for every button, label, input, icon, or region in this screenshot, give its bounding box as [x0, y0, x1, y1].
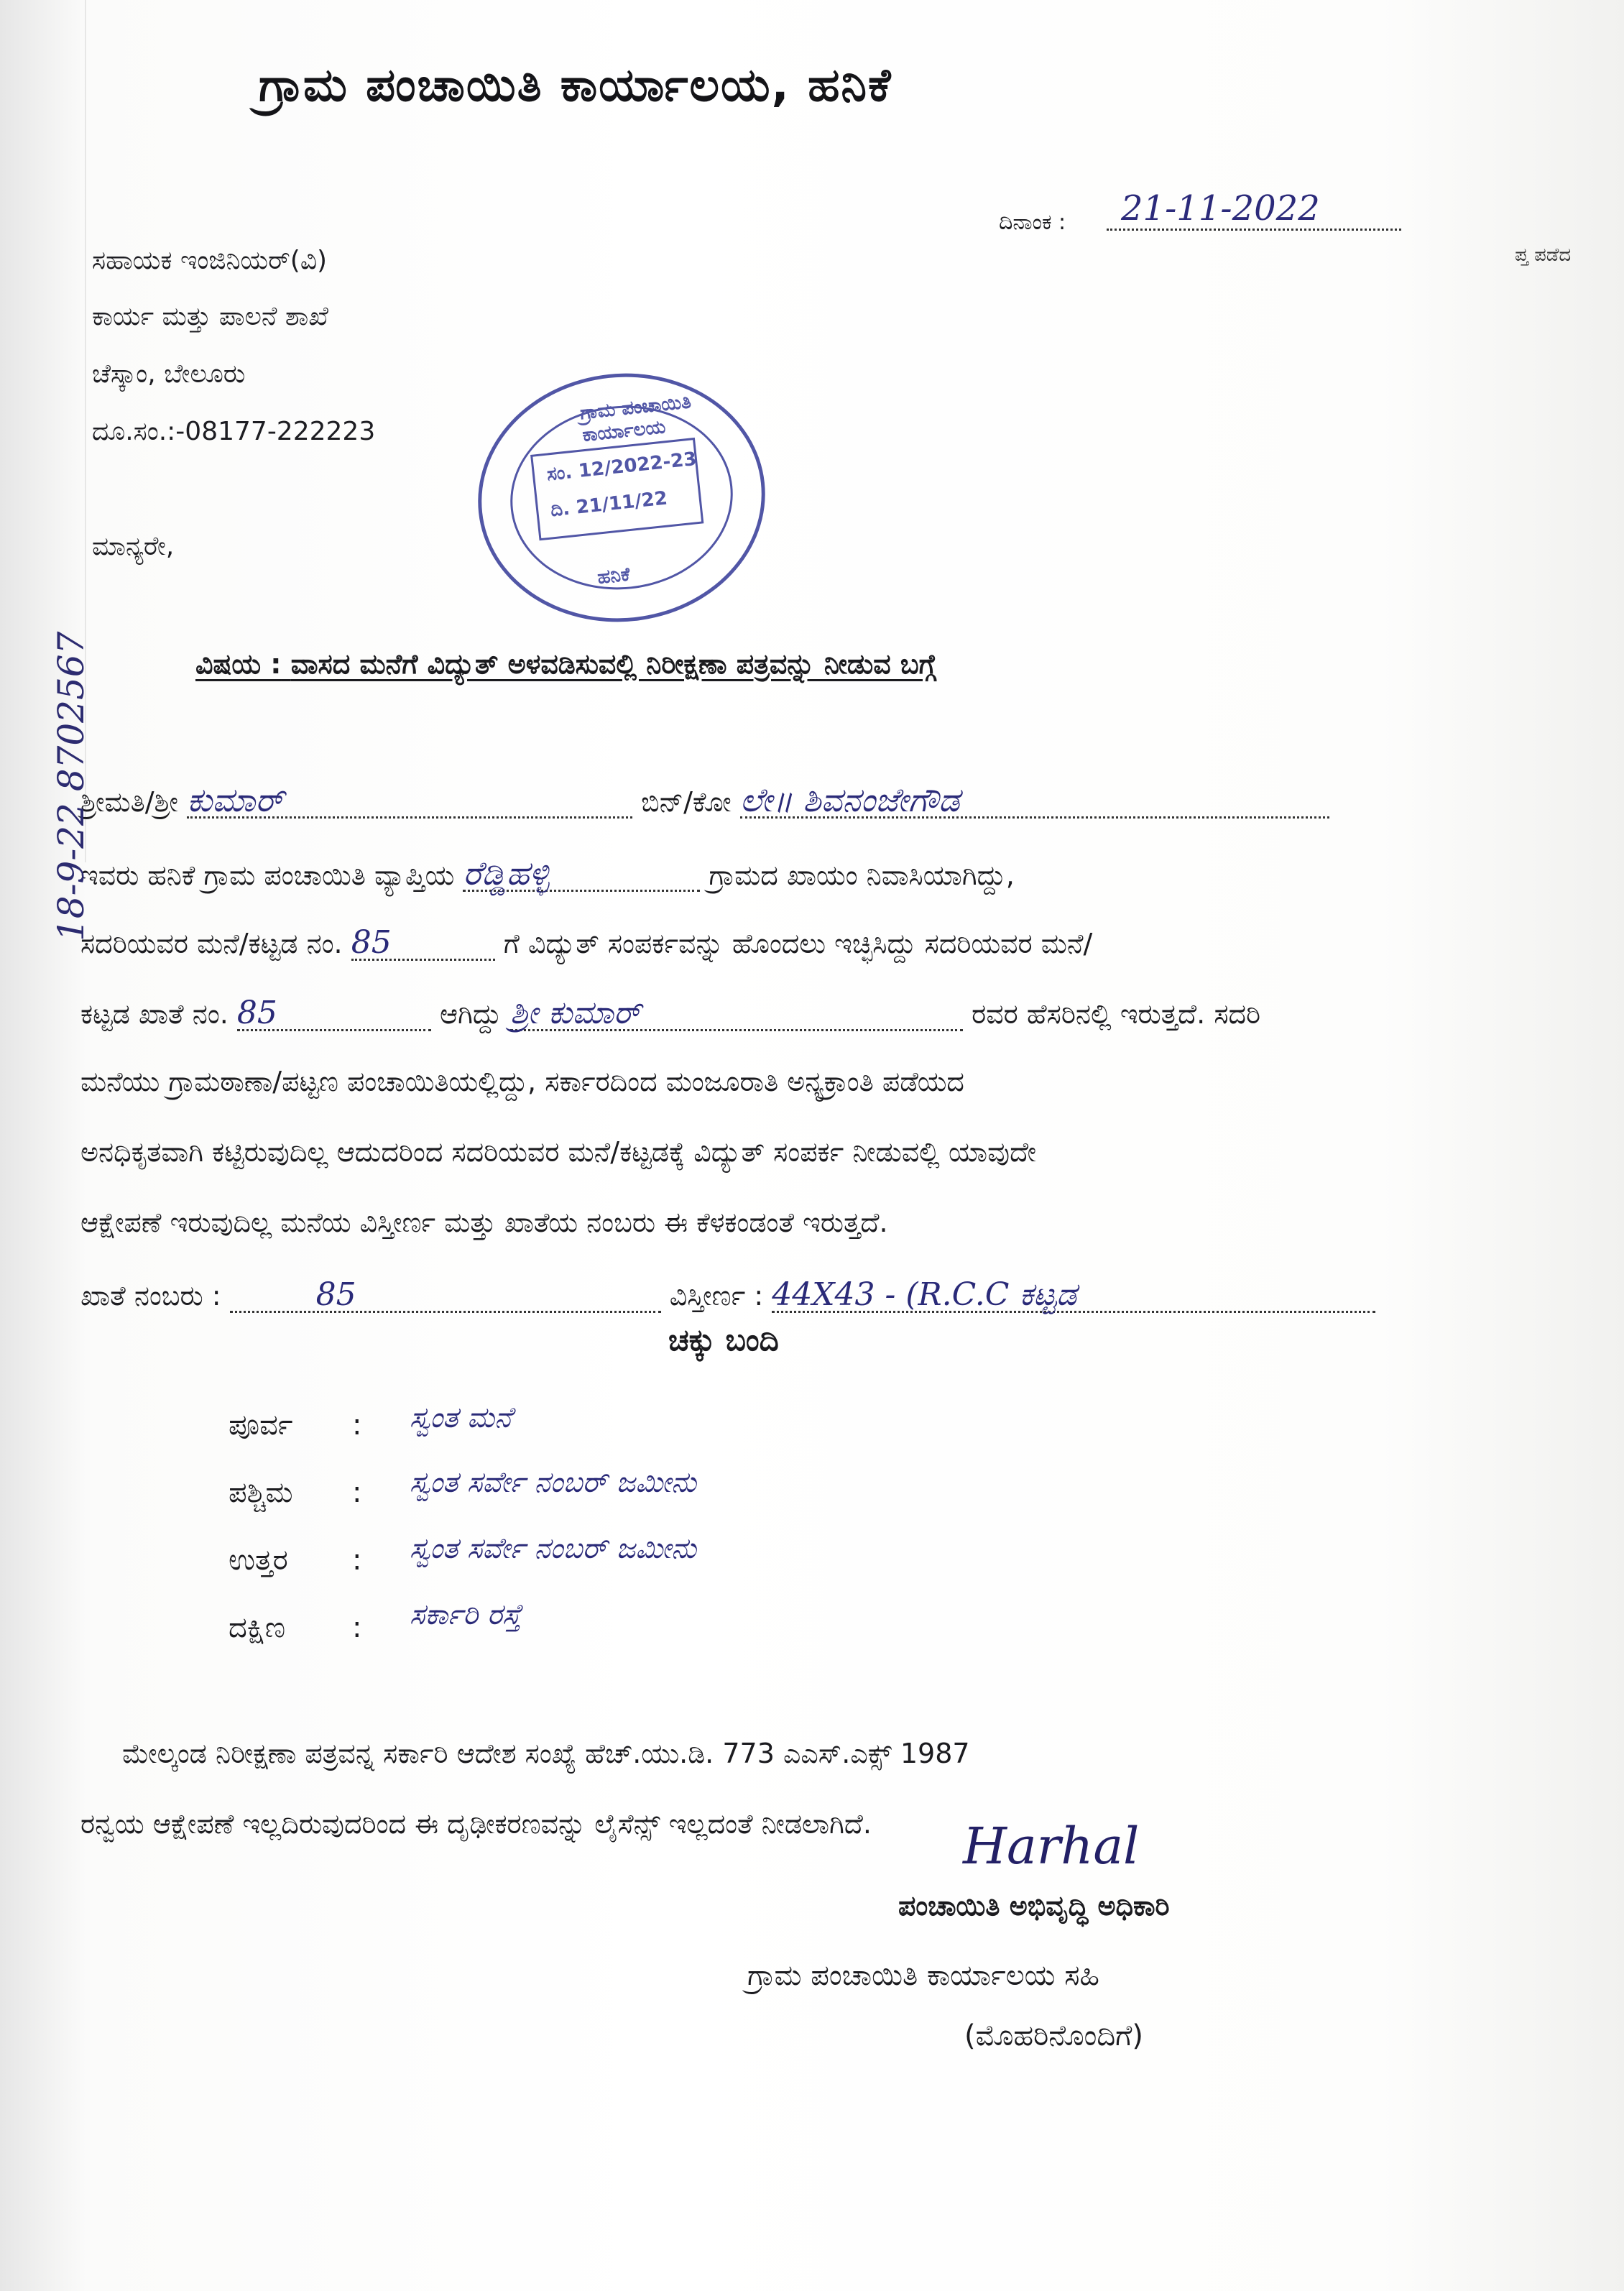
footer-line-2: ರನ್ವಯ ಆಕ್ಷೇಪಣೆ ಇಲ್ಲದಿರುವುದರಿಂದ ಈ ದೃಢೀಕರಣವನ್ನು ಲೈಸೆನ್ಸ್ ಇಲ್ಲದಂತೆ ನೀಡಲಾಗಿದೆ.	[80, 1808, 872, 1840]
footer-line-1: ಮೇಲ್ಕಂಡ ನಿರೀಕ್ಷಣಾ ಪತ್ರವನ್ನ ಸರ್ಕಾರಿ ಆದೇಶ ಸಂಖ್ಯೆ ಹೆಚ್.ಯು.ಡಿ. 773 ಎಎಸ್.ಎಕ್ಸ್ 1987	[122, 1738, 970, 1769]
boundary-south-label: ದಕ್ಷಿಣ	[229, 1611, 286, 1644]
body-line-6: ಅನಧಿಕೃತವಾಗಿ ಕಟ್ಟಿರುವುದಿಲ್ಲ ಆದುದರಿಂದ ಸದರಿಯವರ ಮನೆ/ಕಟ್ಟಡಕ್ಕೆ ವಿದ್ಯುತ್ ಸಂಪರ್ಕ ನೀಡುವಲ್ಲಿ ಯಾವುದೇ	[80, 1136, 1037, 1168]
boundary-north-label: ಉತ್ತರ	[229, 1544, 288, 1577]
date-value: 21-11-2022	[1121, 188, 1320, 229]
body-line-4: ಕಟ್ಟಡ ಖಾತೆ ನಂ. 85 ಆಗಿದ್ದು ಶ್ರೀ ಕುಮಾರ್ ರವರ ಹೆಸರಿನಲ್ಲಿ ಇರುತ್ತದೆ. ಸದರಿ	[80, 995, 1261, 1031]
khata-number-2: 85	[315, 1276, 356, 1313]
body-line-2: ಇವರು ಹನಿಕೆ ಗ್ರಾಮ ಪಂಚಾಯಿತಿ ವ್ಯಾಪ್ತಿಯ ರೆಡ್ಡಿಹಳ್ಳಿ ಗ್ರಾಮದ ಖಾಯಂ ನಿವಾಸಿಯಾಗಿದ್ದು,	[80, 854, 1015, 893]
boundary-east-label: ಪೂರ್ವ	[229, 1409, 293, 1442]
boundary-west-value: ಸ್ವಂತ ಸರ್ವೇ ನಂಬರ್ ಜಮೀನು	[410, 1466, 696, 1499]
addressee-line-3: ಚೆಸ್ಕಾಂ, ಬೇಲೂರು	[92, 359, 246, 389]
office-title: ಗ್ರಾಮ ಪಂಚಾಯಿತಿ ಕಾರ್ಯಾಲಯ, ಹನಿಕೆ	[259, 59, 892, 112]
area-value: 44X43 - (R.C.C ಕಟ್ಟಡ	[772, 1276, 1077, 1313]
office-line: ಗ್ರಾಮ ಪಂಚಾಯಿತಿ ಕಾರ್ಯಾಲಯ ಸಹಿ	[747, 1959, 1099, 1992]
addressee-line-1: ಸಹಾಯಕ ಇಂಜಿನಿಯರ್(ವಿ)	[92, 246, 328, 275]
body-line-7: ಆಕ್ಷೇಪಣೆ ಇರುವುದಿಲ್ಲ ಮನೆಯ ವಿಸ್ತೀರ್ಣ ಮತ್ತು ಖಾತೆಯ ನಂಬರು ಈ ಕೆಳಕಂಡಂತೆ ಇರುತ್ತದೆ.	[80, 1207, 888, 1238]
boundary-north-value: ಸ್ವಂತ ಸರ್ವೇ ನಂಬರ್ ಜಮೀನು	[410, 1532, 696, 1565]
seal-place: ಹನಿಕೆ	[596, 563, 632, 589]
boundary-west-label: ಪಶ್ಚಿಮ	[229, 1476, 293, 1509]
house-number: 85	[351, 924, 392, 961]
owner-name: ಶ್ರೀ ಕುಮಾರ್	[510, 995, 641, 1031]
right-edge-text: ಪ್ತ ಪಡೆದ	[1515, 244, 1572, 266]
panchayat-seal	[466, 359, 778, 636]
father-name: ಲೇ॥ ಶಿವನಂಜೇಗೌಡ	[739, 780, 960, 819]
body-line-5: ಮನೆಯು ಗ್ರಾಮಠಾಣಾ/ಪಟ್ಟಣ ಪಂಚಾಯಿತಿಯಲ್ಲಿದ್ದು, ಸರ್ಕಾರದಿಂದ ಮಂಜೂರಾತಿ ಅನ್ಯಕ್ರಾಂತಿ ಪಡೆಯದ	[80, 1066, 964, 1097]
officer-designation: ಪಂಚಾಯಿತಿ ಅಭಿವೃದ್ಧಿ ಅಧಿಕಾರಿ	[898, 1890, 1170, 1922]
seal-text: ಗ್ರಾಮ ಪಂಚಾಯಿತಿ ಕಾರ್ಯಾಲಯ	[578, 391, 693, 447]
addressee-line-2: ಕಾರ್ಯ ಮತ್ತು ಪಾಲನೆ ಶಾಖೆ	[92, 302, 328, 331]
boundaries-heading: ಚಕ್ಕು ಬಂದಿ	[668, 1322, 779, 1357]
khata-area-line: ಖಾತೆ ನಂಬರು : 85 ವಿಸ್ತೀರ್ಣ : 44X43 - (R.C.C ಕಟ್ಟಡ	[80, 1279, 1375, 1313]
seal-date: ದಿ. 21/11/22	[549, 487, 669, 522]
document-page: ಗ್ರಾಮ ಪಂಚಾಯಿತಿ ಕಾರ್ಯಾಲಯ, ಹನಿಕೆ ದಿನಾಂಕ : 21-11-2022 ಪ್ತ ಪಡೆದ ಸಹಾಯಕ ಇಂಜಿನಿಯರ್(ವಿ) ಕಾರ್ಯ ಮತ್ತು ಪಾಲನೆ ಶಾಖೆ ಚೆಸ್ಕಾಂ, ಬೇಲೂರು ದೂ.ಸಂ.:-08177-222223 ಮಾನ್ಯರೇ, ಗ್ರಾಮ ಪಂಚಾಯಿತಿ ಕಾರ್ಯಾಲಯ ಸಂ. 12/2022-23 ದಿ. 21/11/22 ಹನಿಕೆ ವಿಷಯ : ವಾಸದ ಮನೆಗೆ ವಿದ್ಯುತ್ ಅಳವಡಿಸುವಲ್ಲಿ ನಿರೀಕ್ಷಣಾ ಪತ್ರವನ್ನು ನೀಡುವ ಬಗ್ಗೆ ಶ್ರೀಮತಿ/ಶ್ರೀ ಕುಮಾರ್ ಬಿನ್/ಕೋ ಲೇ॥ ಶಿವನಂಜೇಗೌಡ ಇವರು ಹನಿಕೆ ಗ್ರಾಮ ಪಂಚಾಯಿತಿ ವ್ಯಾಪ್ತಿಯ ರೆಡ್ಡಿಹಳ್ಳಿ ಗ್ರಾಮದ ಖಾಯಂ ನಿವಾಸಿಯಾಗಿದ್ದು, ಸದರಿಯವರ ಮನೆ/ಕಟ್ಟಡ ನಂ. 85 ಗೆ ವಿದ್ಯುತ್ ಸಂಪರ್ಕವನ್ನು ಹೊಂದಲು ಇಚ್ಛಿಸಿದ್ದು ಸದರಿಯವರ ಮನೆ/ ಕಟ್ಟಡ ಖಾತೆ ನಂ. 85 ಆಗಿದ್ದು ಶ್ರೀ ಕುಮಾರ್ ರವರ ಹೆಸರಿನಲ್ಲಿ ಇರುತ್ತದೆ. ಸದರಿ ಮನೆಯು ಗ್ರಾಮಠಾಣಾ/ಪಟ್ಟಣ ಪಂಚಾಯಿತಿಯಲ್ಲಿದ್ದು, ಸರ್ಕಾರದಿಂದ ಮಂಜೂರಾತಿ ಅನ್ಯಕ್ರಾಂತಿ ಪಡೆಯದ ಅನಧಿಕೃತವಾಗಿ ಕಟ್ಟಿರುವುದಿಲ್ಲ ಆದುದರಿಂದ ಸದರಿಯವರ ಮನೆ/ಕಟ್ಟಡಕ್ಕೆ ವಿದ್ಯುತ್ ಸಂಪರ್ಕ ನೀಡುವಲ್ಲಿ ಯಾವುದೇ ಆಕ್ಷೇಪಣೆ ಇರುವುದಿಲ್ಲ ಮನೆಯ ವಿಸ್ತೀರ್ಣ ಮತ್ತು ಖಾತೆಯ ನಂಬರು ಈ ಕೆಳಕಂಡಂತೆ ಇರುತ್ತದೆ. ಖಾತೆ ನಂಬರು : 85 ವಿಸ್ತೀರ್ಣ : 44X43 - (R.C.C ಕಟ್ಟಡ ಚಕ್ಕು ಬಂದಿ ಪೂರ್ವ : ಸ್ವಂತ ಮನೆ ಪಶ್ಚಿಮ : ಸ್ವಂತ ಸರ್ವೇ ನಂಬರ್ ಜಮೀನು ಉತ್ತರ : ಸ್ವಂತ ಸರ್ವೇ ನಂಬರ್ ಜಮೀನು ದಕ್ಷಿಣ : ಸರ್ಕಾರಿ ರಸ್ತೆ ಮೇಲ್ಕಂಡ ನಿರೀಕ್ಷಣಾ ಪತ್ರವನ್ನ ಸರ್ಕಾರಿ ಆದೇಶ ಸಂಖ್ಯೆ ಹೆಚ್.ಯು.ಡಿ. 773 ಎಎಸ್.ಎಕ್ಸ್ 1987 ರನ್ವಯ ಆಕ್ಷೇಪಣೆ ಇಲ್ಲದಿರುವುದರಿಂದ ಈ ದೃಢೀಕರಣವನ್ನು ಲೈಸೆನ್ಸ್ ಇಲ್ಲದಂತೆ ನೀಡಲಾಗಿದೆ. Harhal ಪಂಚಾಯಿತಿ ಅಭಿವೃದ್ಧಿ ಅಧಿಕಾರಿ ಗ್ರಾಮ ಪಂಚಾಯಿತಿ ಕಾರ್ಯಾಲಯ ಸಹಿ (ಮೊಹರಿನೊಂದಿಗೆ) 18-9-22 8702567	[0, 0, 1624, 2291]
body-line-3: ಸದರಿಯವರ ಮನೆ/ಕಟ್ಟಡ ನಂ. 85 ಗೆ ವಿದ್ಯುತ್ ಸಂಪರ್ಕವನ್ನು ಹೊಂದಲು ಇಚ್ಛಿಸಿದ್ದು ಸದರಿಯವರ ಮನೆ/	[80, 924, 1093, 961]
subject-line: ವಿಷಯ : ವಾಸದ ಮನೆಗೆ ವಿದ್ಯುತ್ ಅಳವಡಿಸುವಲ್ಲಿ ನಿರೀಕ್ಷಣಾ ಪತ್ರವನ್ನು ನೀಡುವ ಬಗ್ಗೆ	[195, 648, 936, 680]
applicant-name: ಕುಮಾರ್	[187, 780, 284, 819]
khata-number: 85	[236, 995, 277, 1031]
date-dotted-line	[1107, 229, 1401, 231]
body-line-1: ಶ್ರೀಮತಿ/ಶ್ರೀ ಕುಮಾರ್ ಬಿನ್/ಕೋ ಲೇ॥ ಶಿವನಂಜೇಗೌಡ	[80, 783, 1329, 819]
officer-signature: Harhal	[963, 1817, 1140, 1876]
date-label: ದಿನಾಂಕ :	[999, 210, 1066, 235]
boundary-south-value: ಸರ್ಕಾರಿ ರಸ್ತೆ	[410, 1598, 522, 1631]
seal-note: (ಮೊಹರಿನೊಂದಿಗೆ)	[964, 2019, 1144, 2052]
addressee-phone: ದೂ.ಸಂ.:-08177-222223	[92, 417, 376, 446]
margin-handwritten-note: 18-9-22 8702567	[50, 631, 92, 941]
seal-number: ಸಂ. 12/2022-23	[545, 448, 698, 486]
village-name: ರೆಡ್ಡಿಹಳ್ಳಿ	[463, 854, 550, 893]
salutation: ಮಾನ್ಯರೇ,	[92, 532, 175, 561]
boundary-east-value: ಸ್ವಂತ ಮನೆ	[410, 1401, 512, 1434]
